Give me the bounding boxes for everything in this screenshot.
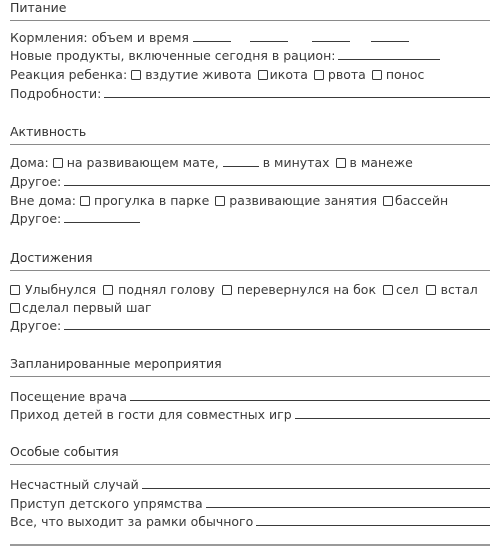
tantrum-line[interactable] [206,507,490,508]
rolled-over-checkbox[interactable] [222,285,232,295]
bottom-rule [10,544,490,546]
activity-other2-row [10,210,490,227]
home-mat-checkbox[interactable] [53,158,63,168]
activity-other2-label: Другое: [10,211,62,226]
new-foods-blank[interactable] [338,59,440,60]
head-up-label: поднял голову [118,282,215,297]
achievements-other-row [10,317,490,334]
smiled-checkbox[interactable] [10,285,20,295]
head-up-checkbox[interactable] [103,285,113,295]
guests-label: Приход детей в гости для совместных игр [10,407,292,422]
activity-section [10,124,490,230]
nutrition-title: Питание [10,0,67,15]
achievements-other-line[interactable] [64,329,490,330]
activity-other-row [10,173,490,190]
reaction-hiccups-label: икота [269,67,308,82]
achievements-title: Достижения [10,250,93,265]
outside-classes-label: развивающие занятия [229,193,378,208]
home-minutes-blank[interactable] [223,166,259,167]
doctor-row [10,388,490,405]
planned-title: Запланированные мероприятия [10,356,222,371]
feeding-blank-2[interactable] [250,41,288,42]
feedings-row [10,29,490,46]
new-foods-label: Новые продукты, включенные сегодня в рацион: [10,48,336,63]
stood-checkbox[interactable] [426,285,436,295]
doctor-label: Посещение врача [10,389,128,404]
doctor-line[interactable] [130,400,490,401]
first-step-checkbox[interactable] [10,303,20,313]
special-title: Особые события [10,444,119,459]
feeding-blank-3[interactable] [312,41,350,42]
sat-checkbox[interactable] [383,285,393,295]
accident-label: Несчастный случай [10,477,139,492]
outside-row [10,192,490,209]
planned-rule [10,376,490,377]
outside-park-label: прогулка в парке [94,193,210,208]
reaction-diarrhea-checkbox[interactable] [372,70,382,80]
outside-pool-checkbox[interactable] [383,196,393,206]
tantrum-label: Приступ детского упрямства [10,496,203,511]
outside-park-checkbox[interactable] [80,196,90,206]
unusual-label: Все, что выходит за рамки обычного [10,514,254,529]
special-rule [10,464,490,465]
feeding-blank-1[interactable] [193,41,231,42]
planned-section [10,356,490,424]
home-mat-label: на развивающем мате, [66,155,219,170]
reaction-row [10,66,490,83]
achievements-row-2 [10,299,490,316]
details-line[interactable] [104,97,490,98]
reaction-diarrhea-label: понос [385,67,425,82]
nutrition-section [10,0,490,104]
activity-other-label: Другое: [10,174,62,189]
achievements-other-label: Другое: [10,318,62,333]
reaction-vomit-checkbox[interactable] [314,70,324,80]
guests-line[interactable] [295,418,490,419]
special-section [10,444,490,548]
details-label: Подробности: [10,86,102,101]
tantrum-row [10,495,490,512]
rolled-over-label: перевернулся на бок [236,282,377,297]
details-row [10,85,490,102]
smiled-label: Улыбнулся [25,282,97,297]
reaction-hiccups-checkbox[interactable] [258,70,268,80]
stood-label: встал [440,282,478,297]
home-label: Дома: [10,155,49,170]
home-minutes-label: в минутах [262,155,330,170]
home-playpen-label: в манеже [349,155,413,170]
reaction-bloating-label: вздутие живота [145,67,252,82]
accident-line[interactable] [142,488,490,489]
unusual-line[interactable] [256,525,490,526]
activity-title: Активность [10,124,87,139]
outside-classes-checkbox[interactable] [215,196,225,206]
first-step-label: сделал первый шаг [22,300,152,315]
achievements-rule [10,270,490,271]
nutrition-rule [10,20,490,21]
guests-row [10,406,490,423]
home-playpen-checkbox[interactable] [336,158,346,168]
home-row [10,154,490,171]
reaction-label: Реакция ребенка: [10,67,128,82]
activity-other2-line[interactable] [64,222,140,223]
outside-pool-label: бассейн [395,193,449,208]
accident-row [10,476,490,493]
feeding-blank-4[interactable] [371,41,409,42]
unusual-row [10,513,490,530]
activity-rule [10,144,490,145]
reaction-vomit-label: рвота [327,67,366,82]
outside-label: Вне дома: [10,193,77,208]
reaction-bloating-checkbox[interactable] [131,70,141,80]
activity-other-line[interactable] [64,185,490,186]
achievements-section [10,250,490,336]
feedings-label: Кормления: объем и время [10,30,189,45]
achievements-row-1 [10,281,490,298]
new-foods-row [10,47,490,64]
sat-label: сел [396,282,419,297]
